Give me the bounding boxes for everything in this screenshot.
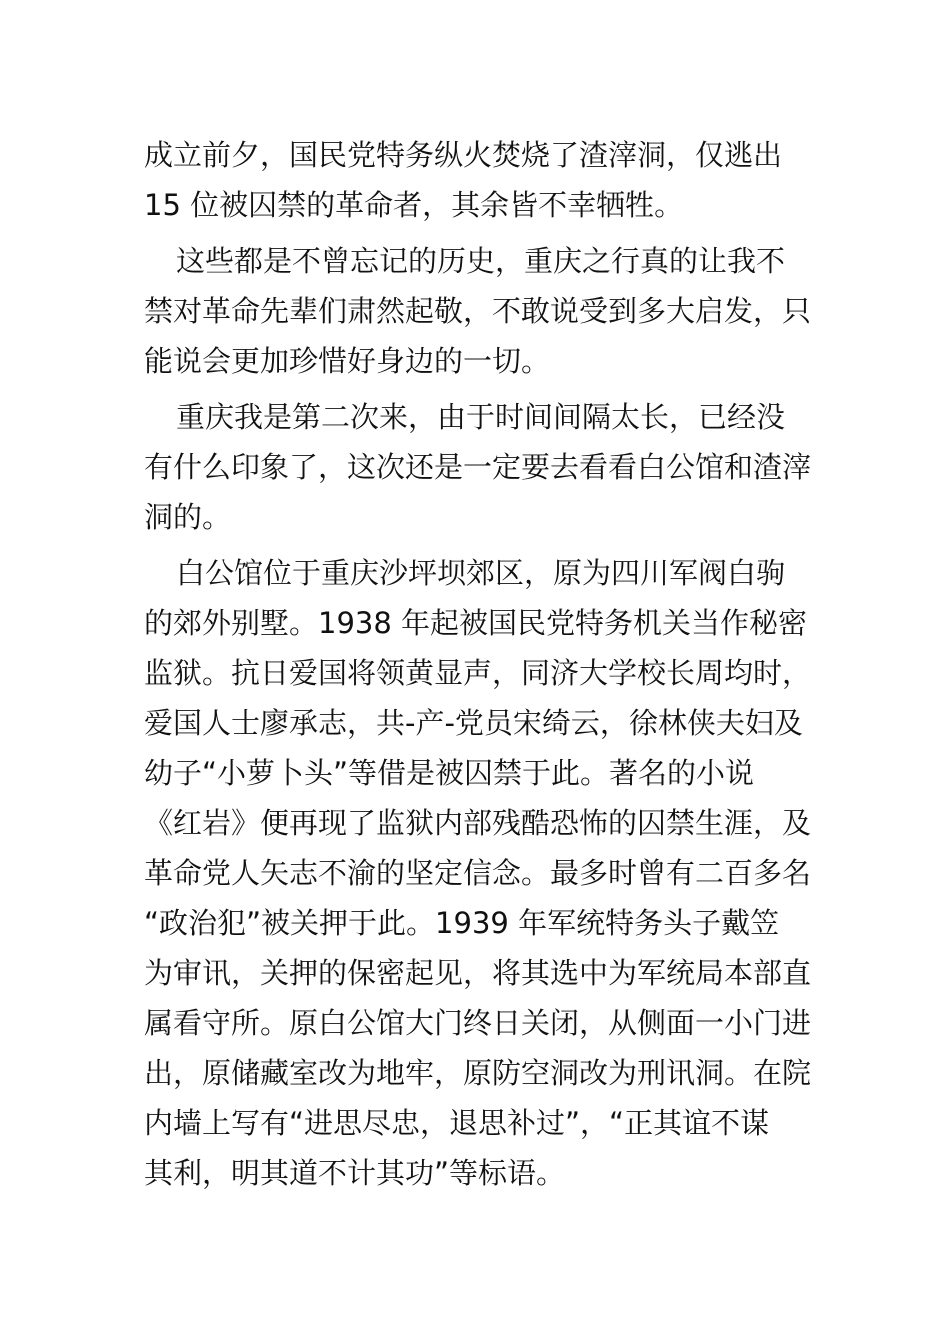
text-line: 有什么印象了，这次还是一定要去看看白公馆和渣滓 (144, 450, 812, 484)
text-line: 监狱。抗日爱国将领黄显声，同济大学校长周均时， (144, 656, 812, 690)
text-line: 重庆我是第二次来，由于时间间隔太长，已经没 (176, 400, 786, 434)
text-line: 能说会更加珍惜好身边的一切。 (144, 344, 551, 378)
text-line: “政治犯”被关押于此。1939 年军统特务头子戴笠 (144, 906, 780, 940)
text-line: 这些都是不曾忘记的历史，重庆之行真的让我不 (176, 244, 786, 278)
text-line: 爱国人士廖承志，共-产-党员宋绮云，徐林侠夫妇及 (144, 706, 803, 740)
text-line: 15 位被囚禁的革命者，其余皆不幸牺牲。 (144, 188, 684, 222)
text-line: 出，原储藏室改为地牢，原防空洞改为刑讯洞。在院 (144, 1056, 812, 1090)
text-line: 幼子“小萝卜头”等借是被囚禁于此。著名的小说 (144, 756, 755, 790)
paragraph-3 (144, 392, 812, 542)
paragraph-1 (144, 130, 808, 230)
text-line: 成立前夕，国民党特务纵火焚烧了渣滓洞，仅逃出 (144, 138, 783, 172)
text-line: 白公馆位于重庆沙坪坝郊区，原为四川军阀白驹 (176, 556, 786, 590)
text-line: 其利，明其道不计其功”等标语。 (144, 1156, 566, 1190)
text-line: 革命党人矢志不渝的坚定信念。最多时曾有二百多名 (144, 856, 812, 890)
text-line: 的郊外别墅。1938 年起被国民党特务机关当作秘密 (144, 606, 808, 640)
text-line: 禁对革命先辈们肃然起敬，不敢说受到多大启发，只 (144, 294, 812, 328)
text-line: 属看守所。原白公馆大门终日关闭，从侧面一小门进 (144, 1006, 812, 1040)
text-line: 《红岩》便再现了监狱内部残酷恐怖的囚禁生涯，及 (144, 806, 812, 840)
document-page (144, 130, 812, 1204)
paragraph-2 (144, 236, 812, 386)
paragraph-4 (144, 548, 812, 1198)
text-line: 洞的。 (144, 500, 232, 534)
text-line: 为审讯，关押的保密起见，将其选中为军统局本部直 (144, 956, 812, 990)
text-line: 内墙上写有“进思尽忠，退思补过”，“正其谊不谋 (144, 1106, 770, 1140)
